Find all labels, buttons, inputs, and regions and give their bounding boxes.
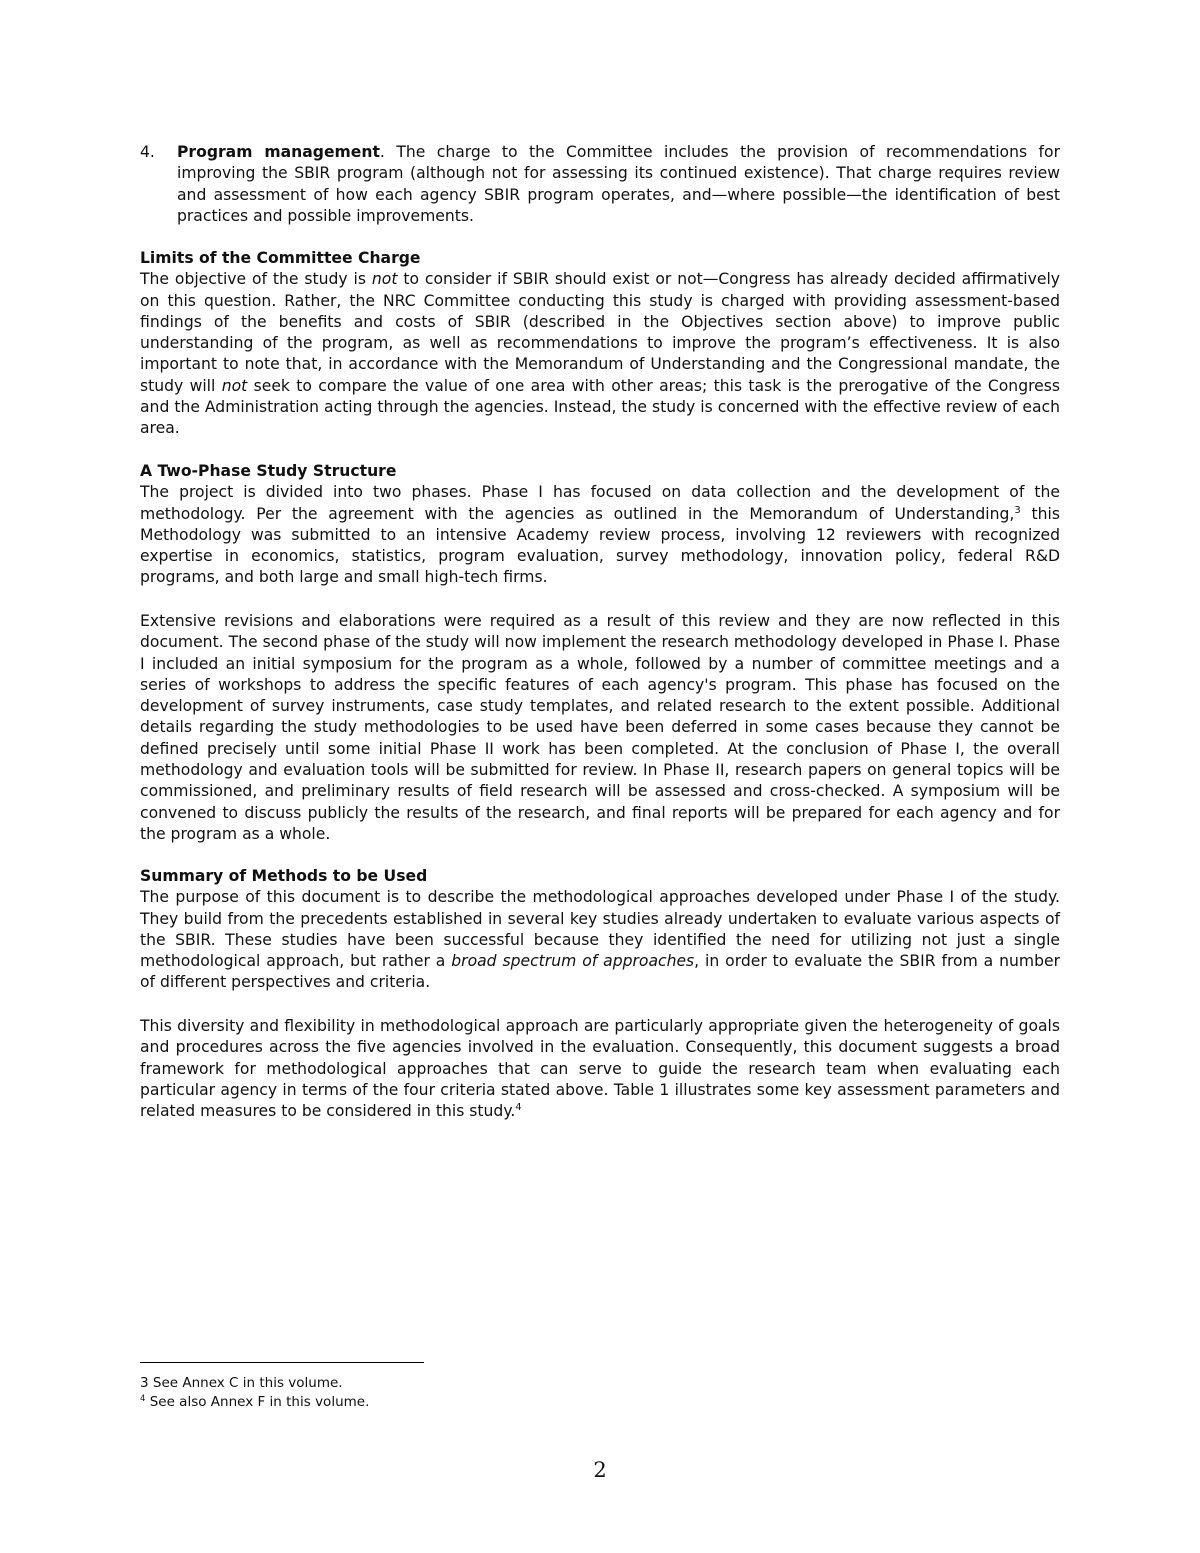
footnote-3: 3 See Annex C in this volume.: [140, 1375, 343, 1391]
section-two-phase: [140, 461, 1060, 589]
text-run: this Methodology was submitted to an intensive Academy review process, involving 12 reviewers with recognized expertise in economics, statistics, program evaluation, survey methodology, innovation policy, federal R&D programs, and both large and small high-tech firms.: [140, 504, 1060, 587]
text-run: The project is divided into two phases. Phase I has focused on data collection and the development of the methodology. Per the agreement with the agencies as outlined in the Memorandum of Understanding,: [140, 483, 1060, 523]
footnote-ref-4[interactable]: 4: [515, 1102, 522, 1114]
list-item-program-management: [140, 142, 1060, 227]
footnote-4: [140, 1393, 369, 1411]
paragraph-two-phase-2: Extensive revisions and elaborations were required as a result of this review and they are now reflected in this document. The second phase of the study will now implement the research methodology developed in Phase I. Phase I included an initial symposium for the program as a whole, followed by a number of committee meetings and a series of workshops to address the specific features of each agency's program. This phase has focused on the development of survey instruments, case study templates, and related research to the extent possible. Additional details regarding the study methodologies to be used have been deferred in some cases because they cannot be defined precisely until some initial Phase II work has been completed. At the conclusion of Phase I, the overall methodology and evaluation tools will be submitted for review. In Phase II, research papers on general topics will be commissioned, and preliminary results of field research will be assessed and cross-checked. A symposium will be convened to discuss publicly the results of the research, and final reports will be prepared for each agency and for the program as a whole.: [140, 612, 1060, 843]
text-run: , in order to evaluate the SBIR from a number of different perspectives and criteria.: [140, 952, 1061, 992]
list-item-text: . The charge to the Committee includes the provision of recommendations for improving the SBIR program (although not for assessing its continued existence). That charge requires review and assessment of how each agency SBIR program operates, and—where possible—the identification of best practices and possible improvements.: [177, 143, 1060, 225]
paragraph-limits: [140, 269, 1060, 439]
section-heading-two-phase: A Two-Phase Study Structure: [140, 462, 397, 480]
text-run: The purpose of this document is to describe the methodological approaches developed under Phase I of the study. They build from the precedents established in several key studies already undertaken to evaluate various aspects of the SBIR. These studies have been successful because they identified the need for utilizing not just a single methodological approach, but rather a: [140, 888, 1060, 971]
list-item-number: 4.: [140, 143, 155, 161]
footnote-4-number: 4: [140, 1394, 146, 1404]
section-heading-limits: Limits of the Committee Charge: [140, 249, 421, 267]
list-item-body: [177, 142, 1060, 227]
section-summary: [140, 866, 1060, 994]
footnote-divider: [140, 1362, 424, 1363]
paragraph-summary-1: [140, 887, 1060, 993]
page-number: 2: [593, 1458, 607, 1482]
paragraph-two-phase-1: [140, 482, 1060, 588]
emphasis-not: not: [221, 376, 248, 395]
emphasis-not: not: [371, 270, 398, 289]
text-run: This diversity and flexibility in methodological approach are particularly appropriate given the heterogeneity of goals and procedures across the five agencies involved in the evaluation. Consequently, this document suggests a broad framework for methodological approaches that can serve to guide the research team when evaluating each particular agency in terms of the four criteria stated above. Table 1 illustrates some key assessment parameters and related measures to be considered in this study.: [140, 1017, 1060, 1121]
text-run: The objective of the study is: [140, 270, 372, 289]
text-run: to consider if SBIR should exist or not—Congress has already decided affirmatively on this question. Rather, the NRC Committee conducting this study is charged with providing assessment-based findings of the benefits and costs of SBIR (described in the Objectives section above) to improve public understanding of the program, as well as recommendations to improve the program’s effectiveness. It is also important to note that, in accordance with the Memorandum of Understanding and the Congressional mandate, the study will: [140, 270, 1060, 395]
section-two-phase-cont: [140, 611, 1060, 845]
paragraph-summary-2: [140, 1016, 1060, 1122]
section-heading-summary: Summary of Methods to be Used: [140, 867, 428, 885]
section-summary-cont: [140, 1016, 1060, 1122]
emphasis-broad-spectrum: broad spectrum of approaches: [451, 952, 695, 971]
text-run: seek to compare the value of one area with other areas; this task is the prerogative of the Congress and the Administration acting through the agencies. Instead, the study is concerned with the effective review of each area.: [140, 376, 1060, 438]
footnote-ref-3[interactable]: 3: [1014, 504, 1021, 516]
footnote-4-text: See also Annex F in this volume.: [145, 1394, 370, 1410]
section-limits: [140, 248, 1060, 440]
list-item-title: Program management: [177, 143, 380, 161]
